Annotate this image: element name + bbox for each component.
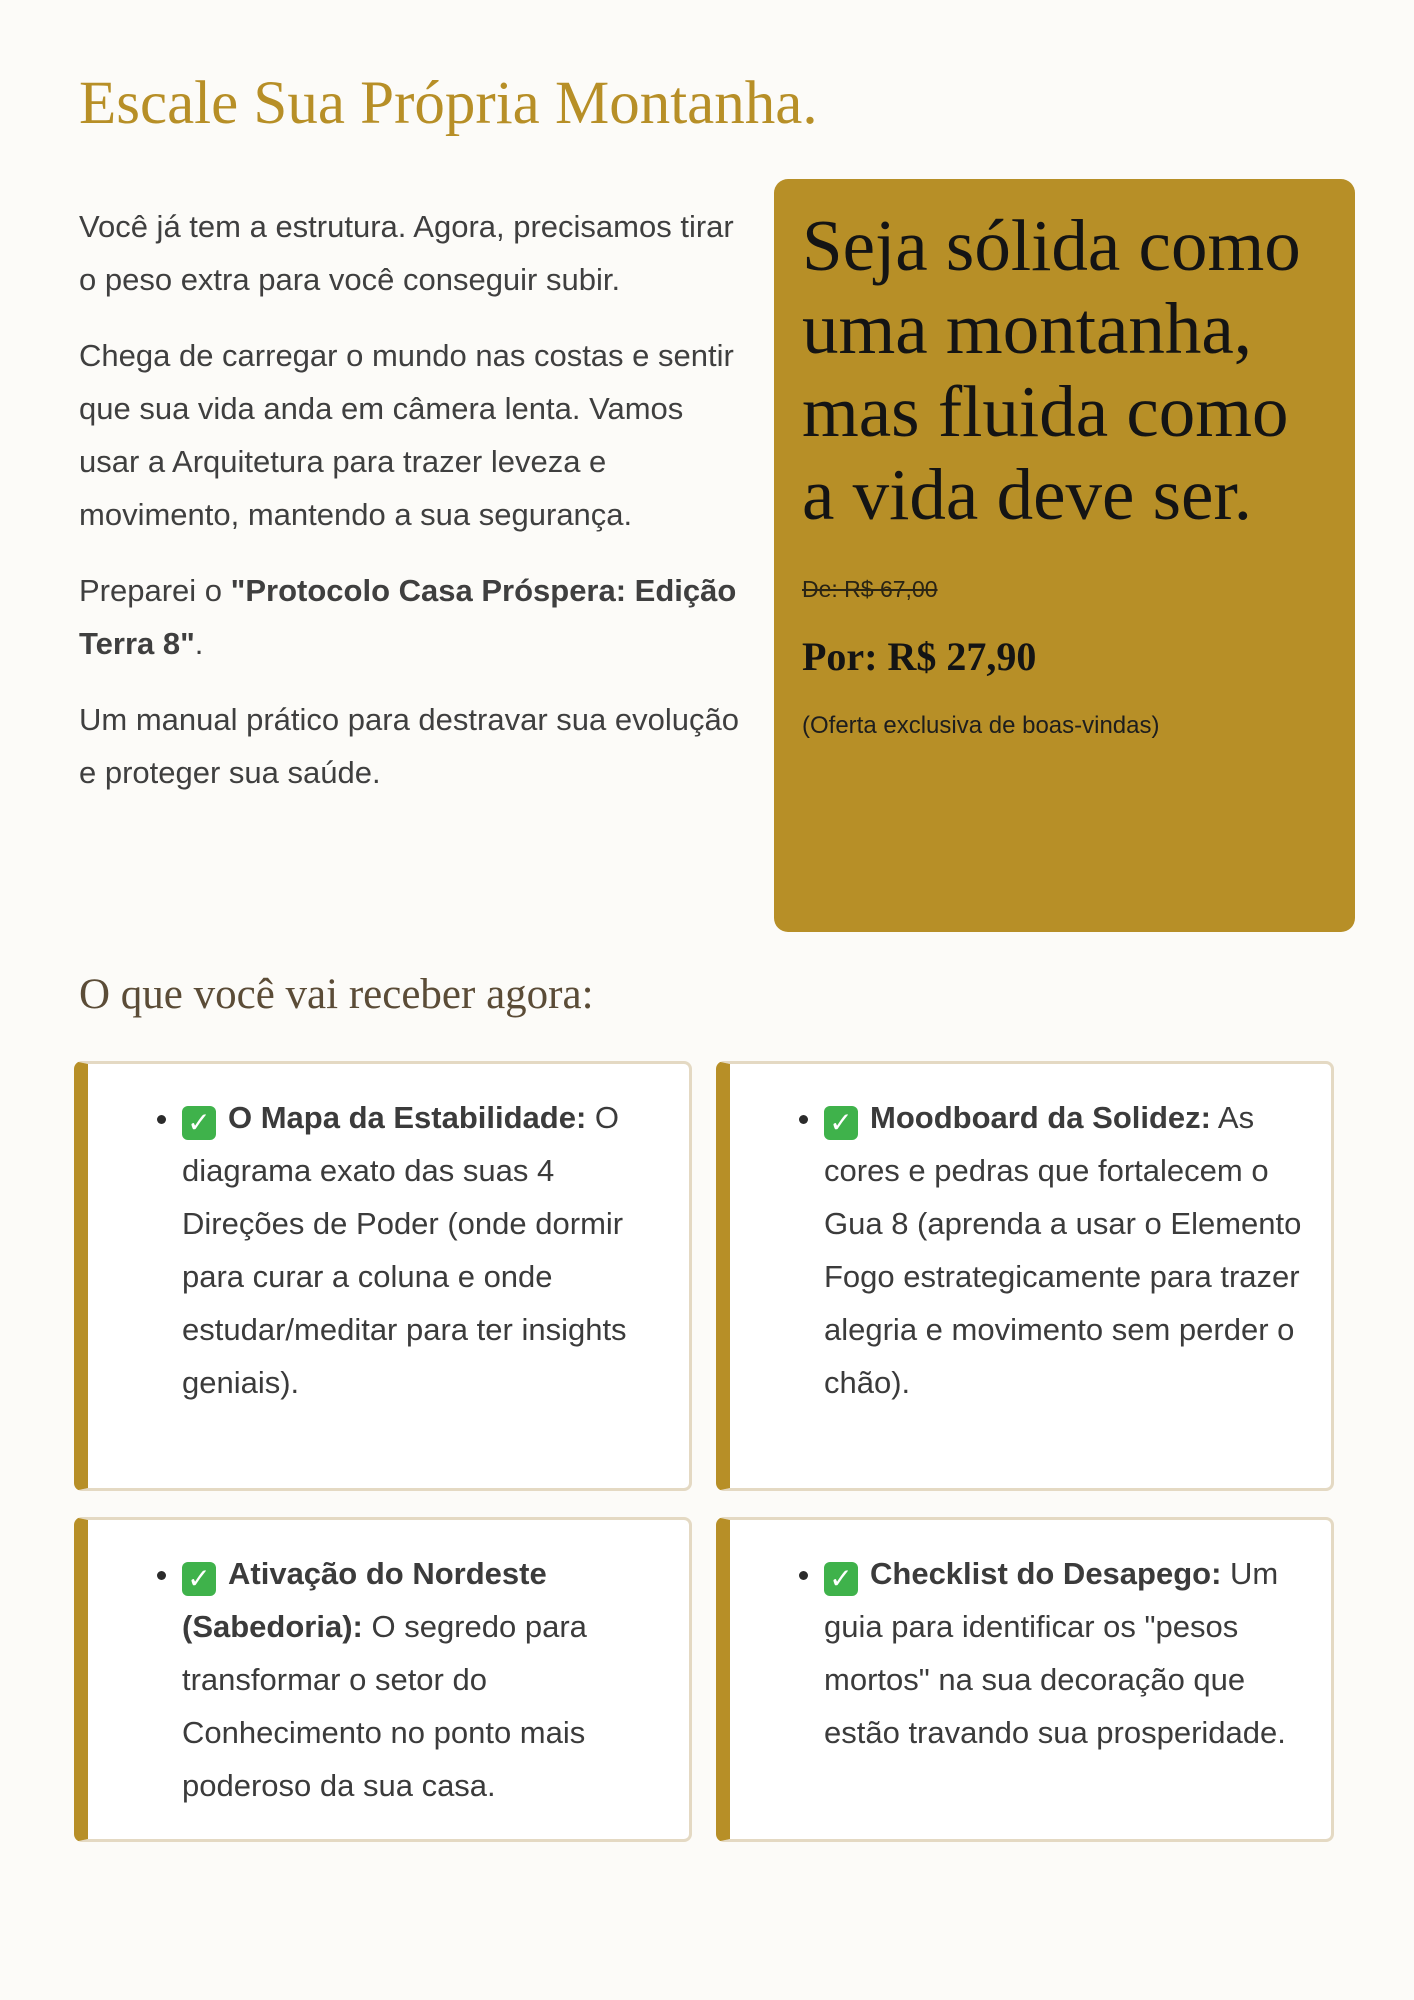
benefit-title: Ativação do Nordeste (Sabedoria): — [182, 1556, 547, 1644]
benefit-list — [777, 1547, 1307, 1759]
benefit-item — [182, 1547, 665, 1812]
offer-note: (Oferta exclusiva de boas-vindas) — [802, 712, 1160, 739]
check-mark-icon: ✓ — [182, 1562, 216, 1596]
benefit-text: Um guia para identificar os "pesos mortos" na sua decoração que estão travando sua prosperidade. — [824, 1556, 1286, 1750]
benefit-card — [716, 1061, 1334, 1491]
benefit-item — [182, 1091, 665, 1409]
intro-text — [79, 200, 739, 822]
intro-paragraph: Chega de carregar o mundo nas costas e sentir que sua vida anda em câmera lenta. Vamos usar a Arquitetura para trazer leveza e movimento, mantendo a sua segurança. — [79, 338, 734, 532]
intro-prefix: Preparei o — [79, 573, 231, 608]
intro-suffix: . — [194, 626, 204, 661]
offer-headline: Seja sólida como uma montanha, mas fluida como a vida deve ser. — [802, 205, 1301, 535]
section-title: O que você vai receber agora: — [79, 971, 594, 1018]
benefit-list — [777, 1091, 1307, 1409]
benefit-card — [74, 1061, 692, 1491]
check-mark-icon: ✓ — [824, 1106, 858, 1140]
benefit-text: As cores e pedras que fortalecem o Gua 8 (aprenda a usar o Elemento Fogo estrategicamente para trazer alegria e movimento sem perder o chão). — [824, 1100, 1302, 1400]
benefit-text: O diagrama exato das suas 4 Direções de Poder (onde dormir para curar a coluna e onde estudar/meditar para ter insights geniais). — [182, 1100, 627, 1400]
benefit-card — [716, 1517, 1334, 1842]
benefit-title: O Mapa da Estabilidade: — [228, 1100, 587, 1135]
product-name: "Protocolo Casa Próspera: Edição Terra 8" — [79, 573, 737, 661]
intro-paragraph: Um manual prático para destravar sua evolução e proteger sua saúde. — [79, 702, 739, 790]
benefit-text: O segredo para transformar o setor do Conhecimento no ponto mais poderoso da sua casa. — [182, 1609, 587, 1803]
intro-paragraph: Você já tem a estrutura. Agora, precisamos tirar o peso extra para você conseguir subir. — [79, 209, 734, 297]
page-title: Escale Sua Própria Montanha. — [79, 70, 818, 137]
check-mark-icon: ✓ — [182, 1106, 216, 1140]
old-price: De: R$ 67,00 — [802, 576, 938, 602]
benefit-title: Moodboard da Solidez: — [870, 1100, 1211, 1135]
benefit-list — [135, 1091, 665, 1409]
benefit-item — [824, 1547, 1307, 1759]
check-mark-icon: ✓ — [824, 1562, 858, 1596]
benefit-item — [824, 1091, 1307, 1409]
new-price: Por: R$ 27,90 — [802, 634, 1037, 679]
benefit-list — [135, 1547, 665, 1812]
intro-paragraph — [79, 564, 739, 670]
offer-box — [774, 179, 1355, 932]
benefit-title: Checklist do Desapego: — [870, 1556, 1222, 1591]
benefit-card — [74, 1517, 692, 1842]
